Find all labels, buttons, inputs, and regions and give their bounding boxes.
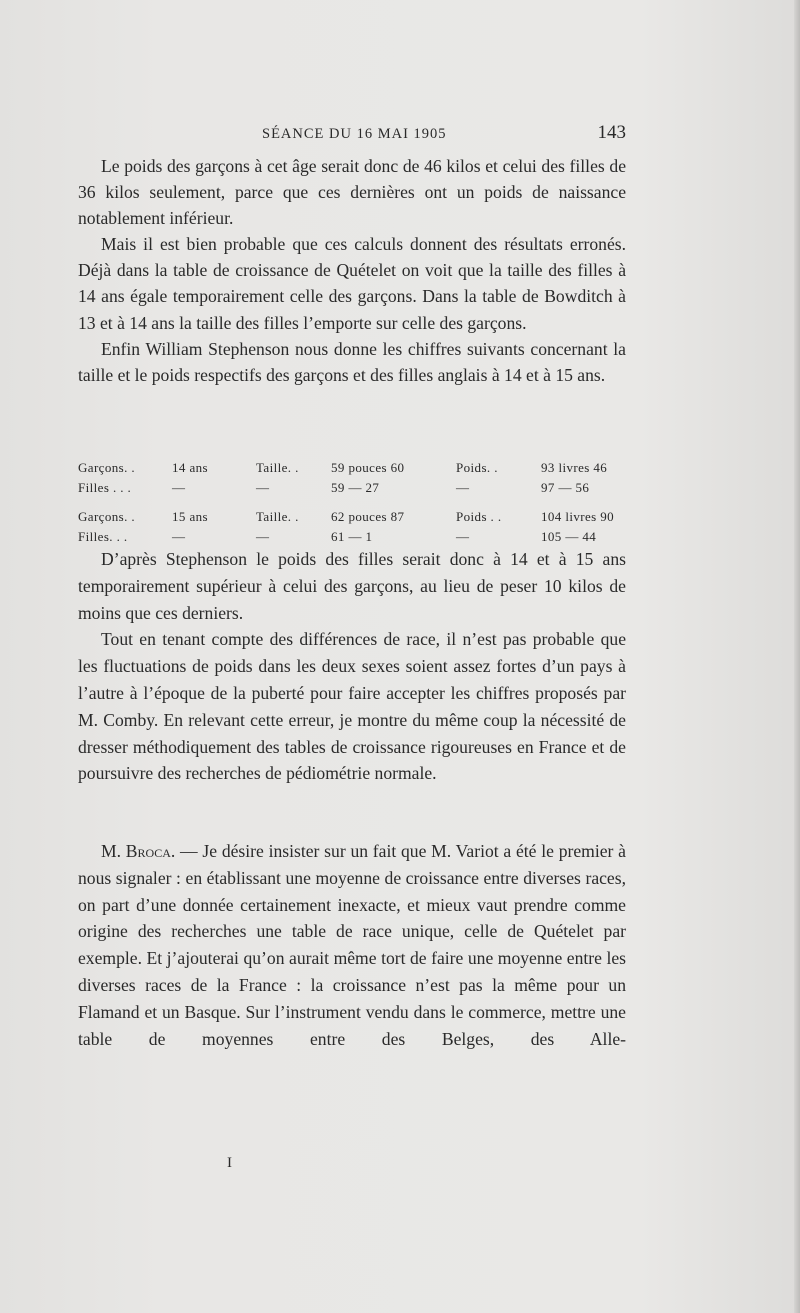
cell-poids: 105 — 44 <box>541 529 597 544</box>
cell-taille: 59 pouces 60 <box>331 460 405 475</box>
cell-poids-label: Poids . . <box>456 509 502 524</box>
stephenson-table <box>78 458 638 547</box>
table-row <box>78 527 638 547</box>
cell-age: — <box>172 480 186 495</box>
cell-poids-label: — <box>456 529 470 544</box>
cell-age: 15 ans <box>172 509 208 524</box>
cell-poids: 97 — 56 <box>541 480 590 495</box>
cell-sex: Filles . . . <box>78 480 132 495</box>
running-head: SÉANCE DU 16 MAI 1905 <box>262 126 447 142</box>
cell-taille: 59 — 27 <box>331 480 380 495</box>
cell-sex: Filles. . . <box>78 529 128 544</box>
broca-intervention <box>78 838 626 1052</box>
cell-sex: Garçons. . <box>78 460 136 475</box>
cell-poids-label: Poids. . <box>456 460 498 475</box>
signature-mark: I <box>227 1155 232 1171</box>
paragraph: D’après Stephenson le poids des filles serait donc à 14 et à 15 ans temporairement supérieur à celui des garçons, au lieu de peser 10 kilos de moins que ces derniers. <box>78 549 626 623</box>
cell-taille: 61 — 1 <box>331 529 373 544</box>
cell-taille: 62 pouces 87 <box>331 509 405 524</box>
table-row <box>78 478 638 498</box>
cell-poids-label: — <box>456 480 470 495</box>
table-row <box>78 507 638 527</box>
cell-sex: Garçons. . <box>78 509 136 524</box>
cell-poids: 93 livres 46 <box>541 460 608 475</box>
speaker-text: — Je désire insister sur un fait que M. Variot a été le premier à nous signaler : en établissant une moyenne de croissance entre diverses races, on part d’une donnée certainement inexacte, et mieux vaut prendre comme origine des recherches une table de race unique, celle de Quételet par exemple. Et j’ajouterai qu’on aurait même tort de faire une moyenne entre les diverses races de la France : la croissance n’est pas la même pour un Flamand et un Basque. Sur l’instrument vendu dans le commerce, mettre une table de moyennes entre des Belges, des Alle- <box>78 841 626 1049</box>
page-header <box>78 122 626 148</box>
cell-age: 14 ans <box>172 460 208 475</box>
paragraph: Mais il est bien probable que ces calculs donnent des résultats erronés. Déjà dans la table de croissance de Quételet on voit que la taille des filles à 14 ans égale temporairement celle des garçons. Dans la table de Bowditch à 13 et à 14 ans la taille des filles l’emporte sur celle des garçons. <box>78 234 626 333</box>
page-number: 143 <box>597 122 626 143</box>
page-edge <box>794 0 800 1313</box>
body-text-upper <box>78 153 626 388</box>
body-text-lower <box>78 546 626 787</box>
paragraph <box>78 838 626 1052</box>
table-row <box>78 458 638 478</box>
cell-taille-label: Taille. . <box>256 460 299 475</box>
cell-age: — <box>172 529 186 544</box>
cell-taille-label: — <box>256 529 270 544</box>
cell-taille-label: Taille. . <box>256 509 299 524</box>
paragraph: Tout en tenant compte des différences de race, il n’est pas probable que les fluctuations de poids dans les deux sexes soient assez fortes d’un pays à l’autre à l’époque de la puberté pour faire accepter les chiffres proposés par M. Comby. En relevant cette erreur, je montre du même coup la nécessité de dresser méthodiquement des tables de croissance rigoureuses en France et de poursuivre des recherches de pédiométrie normale. <box>78 629 626 784</box>
paragraph: Enfin William Stephenson nous donne les chiffres suivants concernant la taille et le poids respectifs des garçons et des filles anglais à 14 et à 15 ans. <box>78 338 626 385</box>
cell-taille-label: — <box>256 480 270 495</box>
speaker-name: M. Broca. <box>101 841 176 861</box>
paragraph: Le poids des garçons à cet âge serait donc de 46 kilos et celui des filles de 36 kilos seulement, parce que ces dernières ont un poids de naissance notablement inférieur. <box>78 156 626 229</box>
cell-poids: 104 livres 90 <box>541 509 615 524</box>
